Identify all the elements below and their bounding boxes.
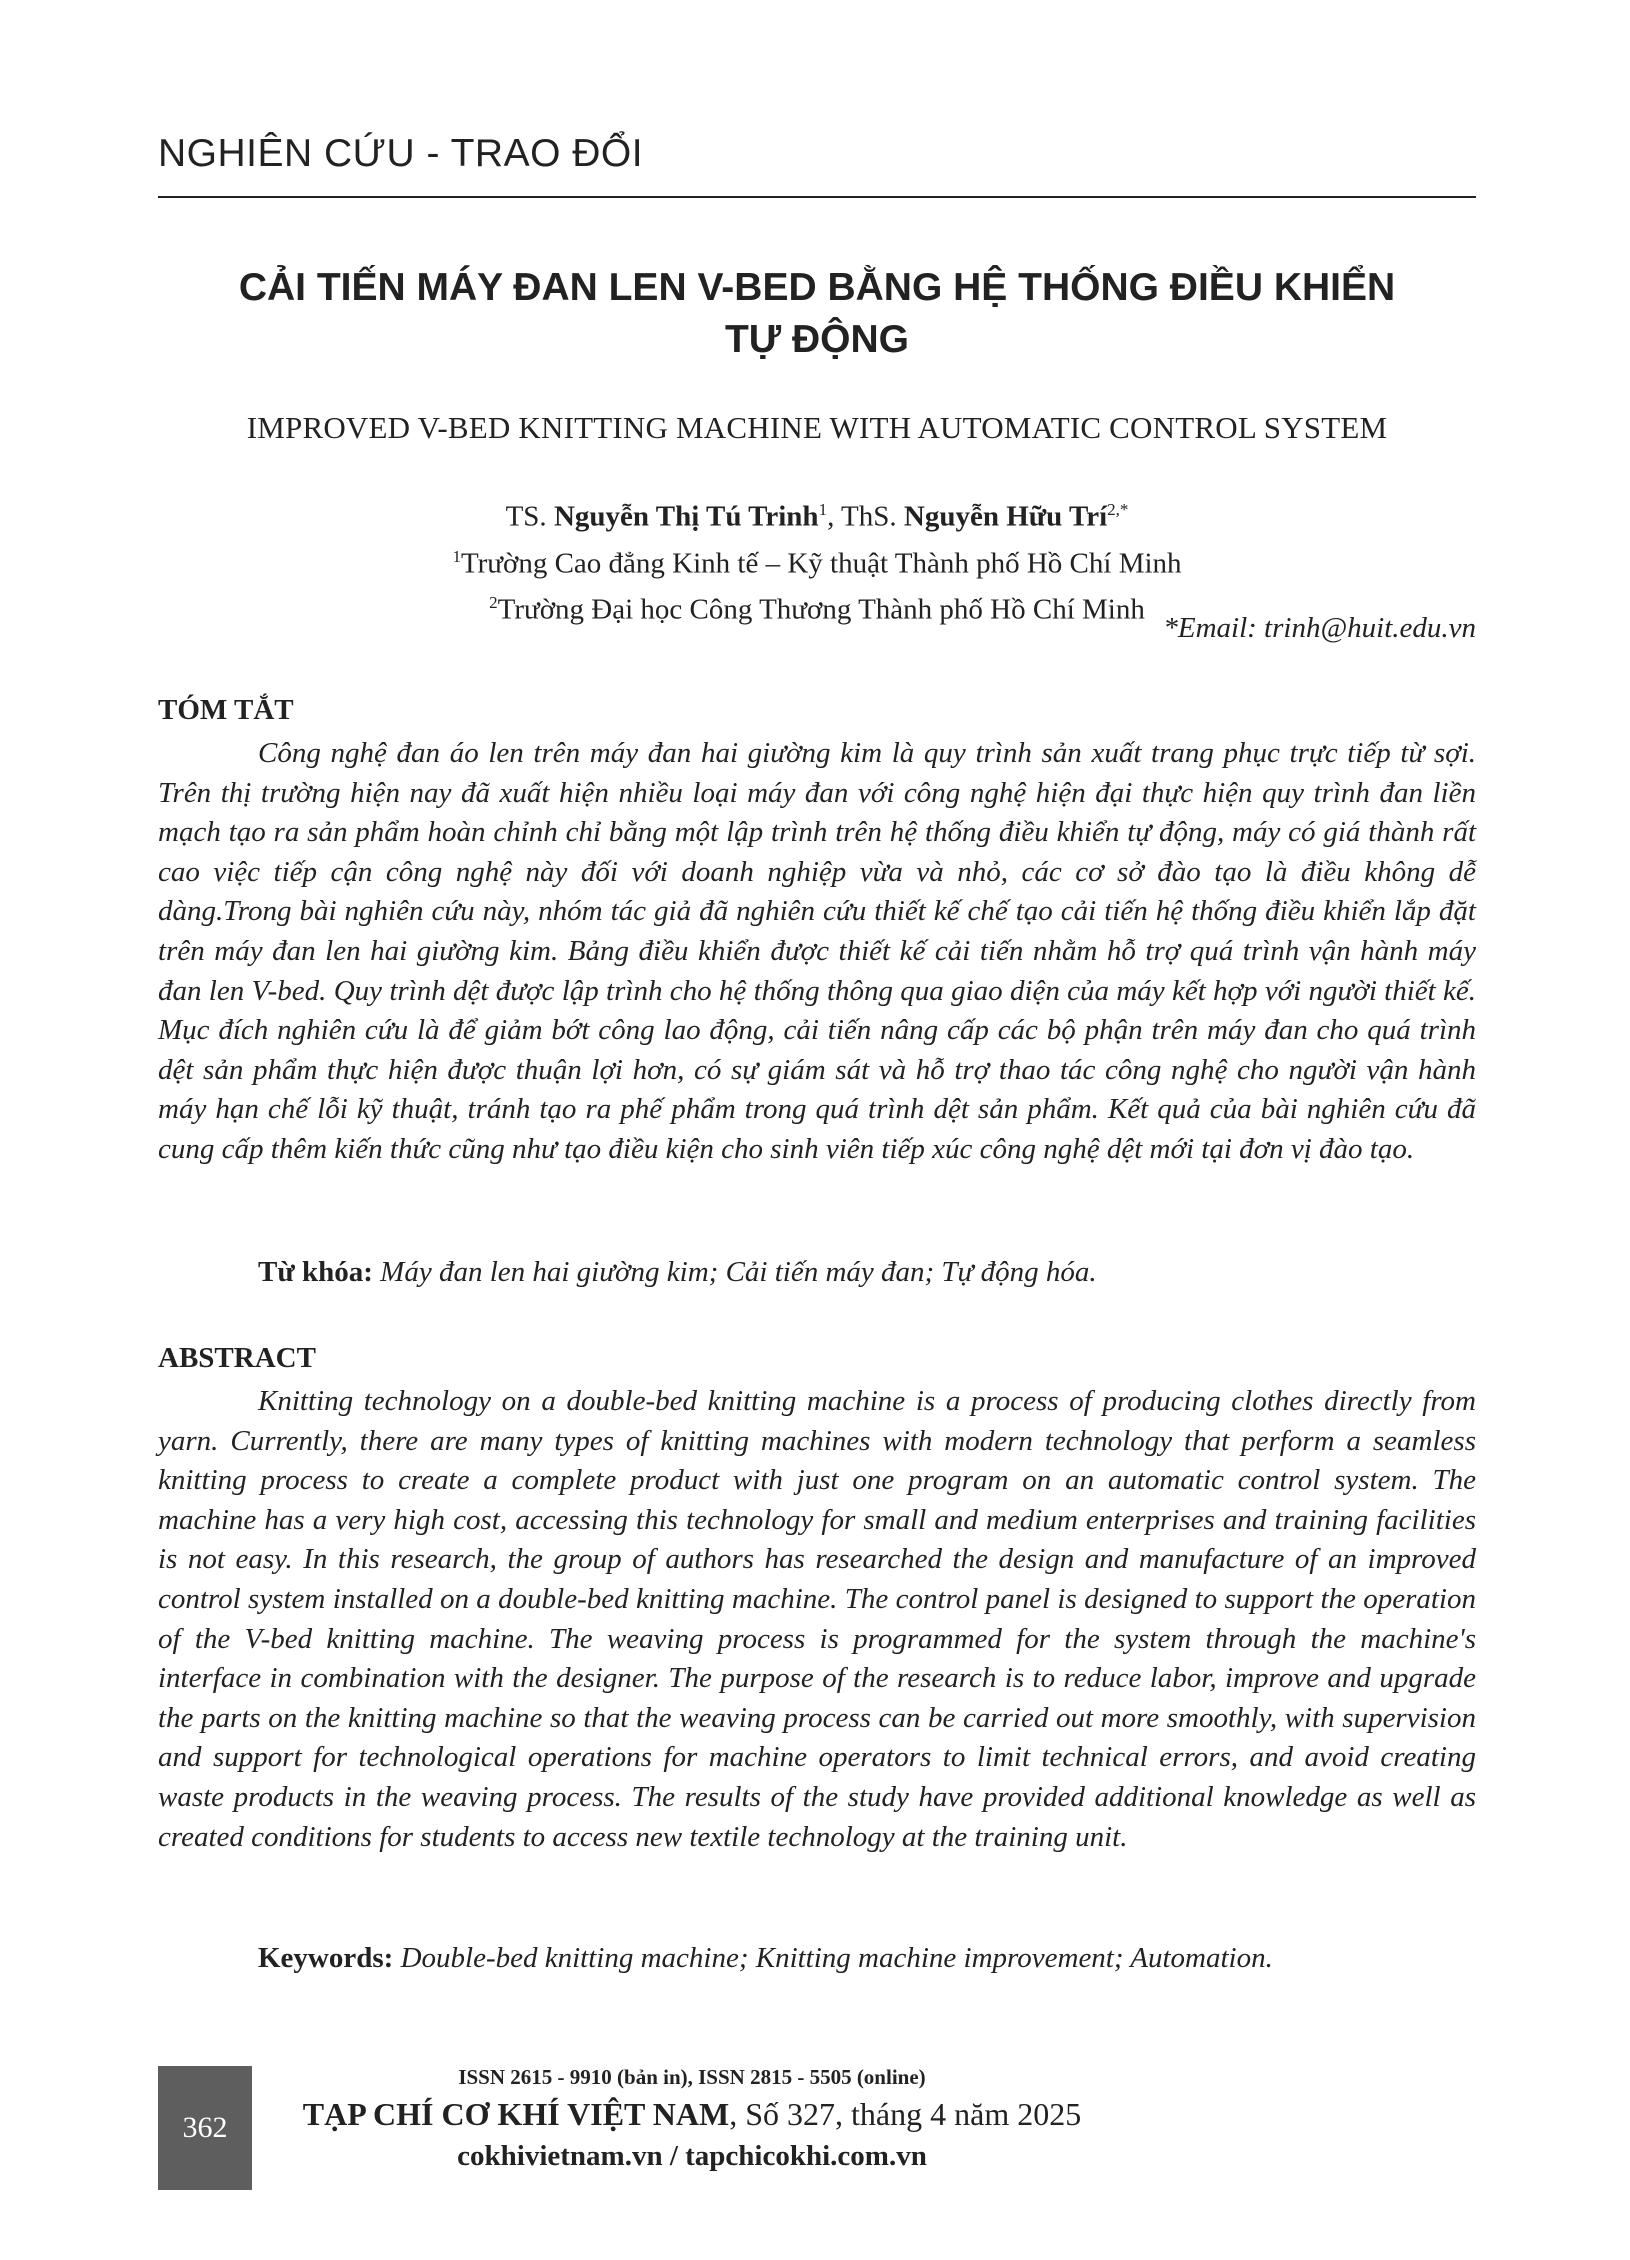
article-title: [158, 262, 1476, 366]
title-line-2: TỰ ĐỘNG: [724, 318, 909, 361]
footer-websites: cokhivietnam.vn / tapchicokhi.com.vn: [457, 2140, 927, 2172]
footer: [262, 2062, 1122, 2176]
page-number: 362: [158, 2066, 252, 2190]
affiliation-2: $^2$Trường Đại học Công Thương Thành phố Hồ Chí Minh: [489, 593, 1145, 626]
abstract-heading: ABSTRACT: [158, 1342, 316, 1374]
title-line-1: CẢI TIẾN MÁY ĐAN LEN V-BED BẰNG HỆ THỐNG ĐIỀU KHIỂN: [238, 266, 1396, 309]
abstract-body: Knitting technology on a double-bed knitting machine is a process of producing clothes directly from yarn. Currently, there are many types of knitting machines with modern technology that perform a seamless knitting process to create a complete product with just one program on an automatic control system. The machine has a very high cost, accessing this technology for small and medium enterprises and training facilities is not easy. In this research, the group of authors has researched the design and manufacture of an improved control system installed on a double-bed knitting machine. The control panel is designed to support the operation of the V-bed knitting machine. The weaving process is programmed for the system through the machine's interface in combination with the designer. The purpose of the research is to reduce labor, improve and upgrade the parts on the knitting machine so that the weaving process can be carried out more smoothly, with supervision and support for technological operations for machine operators to limit technical errors, and avoid creating waste products in the weaving process. The results of the study have provided additional knowledge as well as created conditions for students to access new textile technology at the training unit.: [158, 1385, 1476, 1853]
footer-journal: TẠP CHÍ CƠ KHÍ VIỆT NAM, Số 327, tháng 4 năm 2025: [302, 2096, 1082, 2132]
summary-keywords: Từ khóa: Máy đan len hai giường kim; Cải tiến máy đan; Tự động hóa.: [258, 1256, 1097, 1288]
english-title: IMPROVED V-BED KNITTING MACHINE WITH AUTOMATIC CONTROL SYSTEM: [246, 410, 1388, 445]
author-2-name: Nguyễn Hữu Trí: [903, 500, 1108, 533]
footer-issn: ISSN 2615 - 9910 (bản in), ISSN 2815 - 5505 (online): [458, 2065, 926, 2089]
author-1-name: Nguyễn Thị Tú Trinh: [553, 500, 819, 533]
summary-heading: TÓM TẮT: [158, 694, 294, 726]
authors-block: [158, 490, 1476, 630]
abstract-keywords: Keywords: Double-bed knitting machine; Knitting machine improvement; Automation.: [258, 1942, 1273, 1974]
affiliation-1: $^1$Trường Cao đẳng Kinh tế – Kỹ thuật Thành phố Hồ Chí Minh: [452, 546, 1182, 580]
author-line: TS. Nguyễn Thị Tú Trinh$^1$, ThS. Nguyễn Hữu Trí$^{2,*}$: [505, 500, 1129, 533]
corresponding-email: *Email: trinh@huit.edu.vn: [1163, 612, 1476, 644]
summary-body: Công nghệ đan áo len trên máy đan hai giường kim là quy trình sản xuất trang phục trực tiếp từ sợi. Trên thị trường hiện nay đã xuất hiện nhiều loại máy đan với công nghệ hiện đại thực hiện quy trình đan liền mạch tạo ra sản phẩm hoàn chỉnh chỉ bằng một lập trình trên hệ thống điều khiển tự động, máy có giá thành rất cao việc tiếp cận công nghệ này đối với doanh nghiệp vừa và nhỏ, các cơ sở đào tạo là điều không dễ dàng.Trong bài nghiên cứu này, nhóm tác giả đã nghiên cứu thiết kế chế tạo cải tiến hệ thống điều khiển lắp đặt trên máy đan len hai giường kim. Bảng điều khiển được thiết kế cải tiến nhằm hỗ trợ quá trình vận hành máy đan len V-bed. Quy trình dệt được lập trình cho hệ thống thông qua giao diện của máy kết hợp với người thiết kế. Mục đích nghiên cứu là để giảm bớt công lao động, cải tiến nâng cấp các bộ phận trên máy đan cho quá trình dệt sản phẩm thực hiện được thuận lợi hơn, có sự giám sát và hỗ trợ thao tác công nghệ cho người vận hành máy hạn chế lỗi kỹ thuật, tránh tạo ra phế phẩm trong quá trình dệt sản phẩm. Kết quả của bài nghiên cứu đã cung cấp thêm kiến thức cũng như tạo điều kiện cho sinh viên tiếp xúc công nghệ dệt mới tại đơn vị đào tạo.: [158, 737, 1476, 1165]
section-label: NGHIÊN CỨU - TRAO ĐỔI: [158, 132, 644, 175]
header-divider: [158, 196, 1476, 198]
